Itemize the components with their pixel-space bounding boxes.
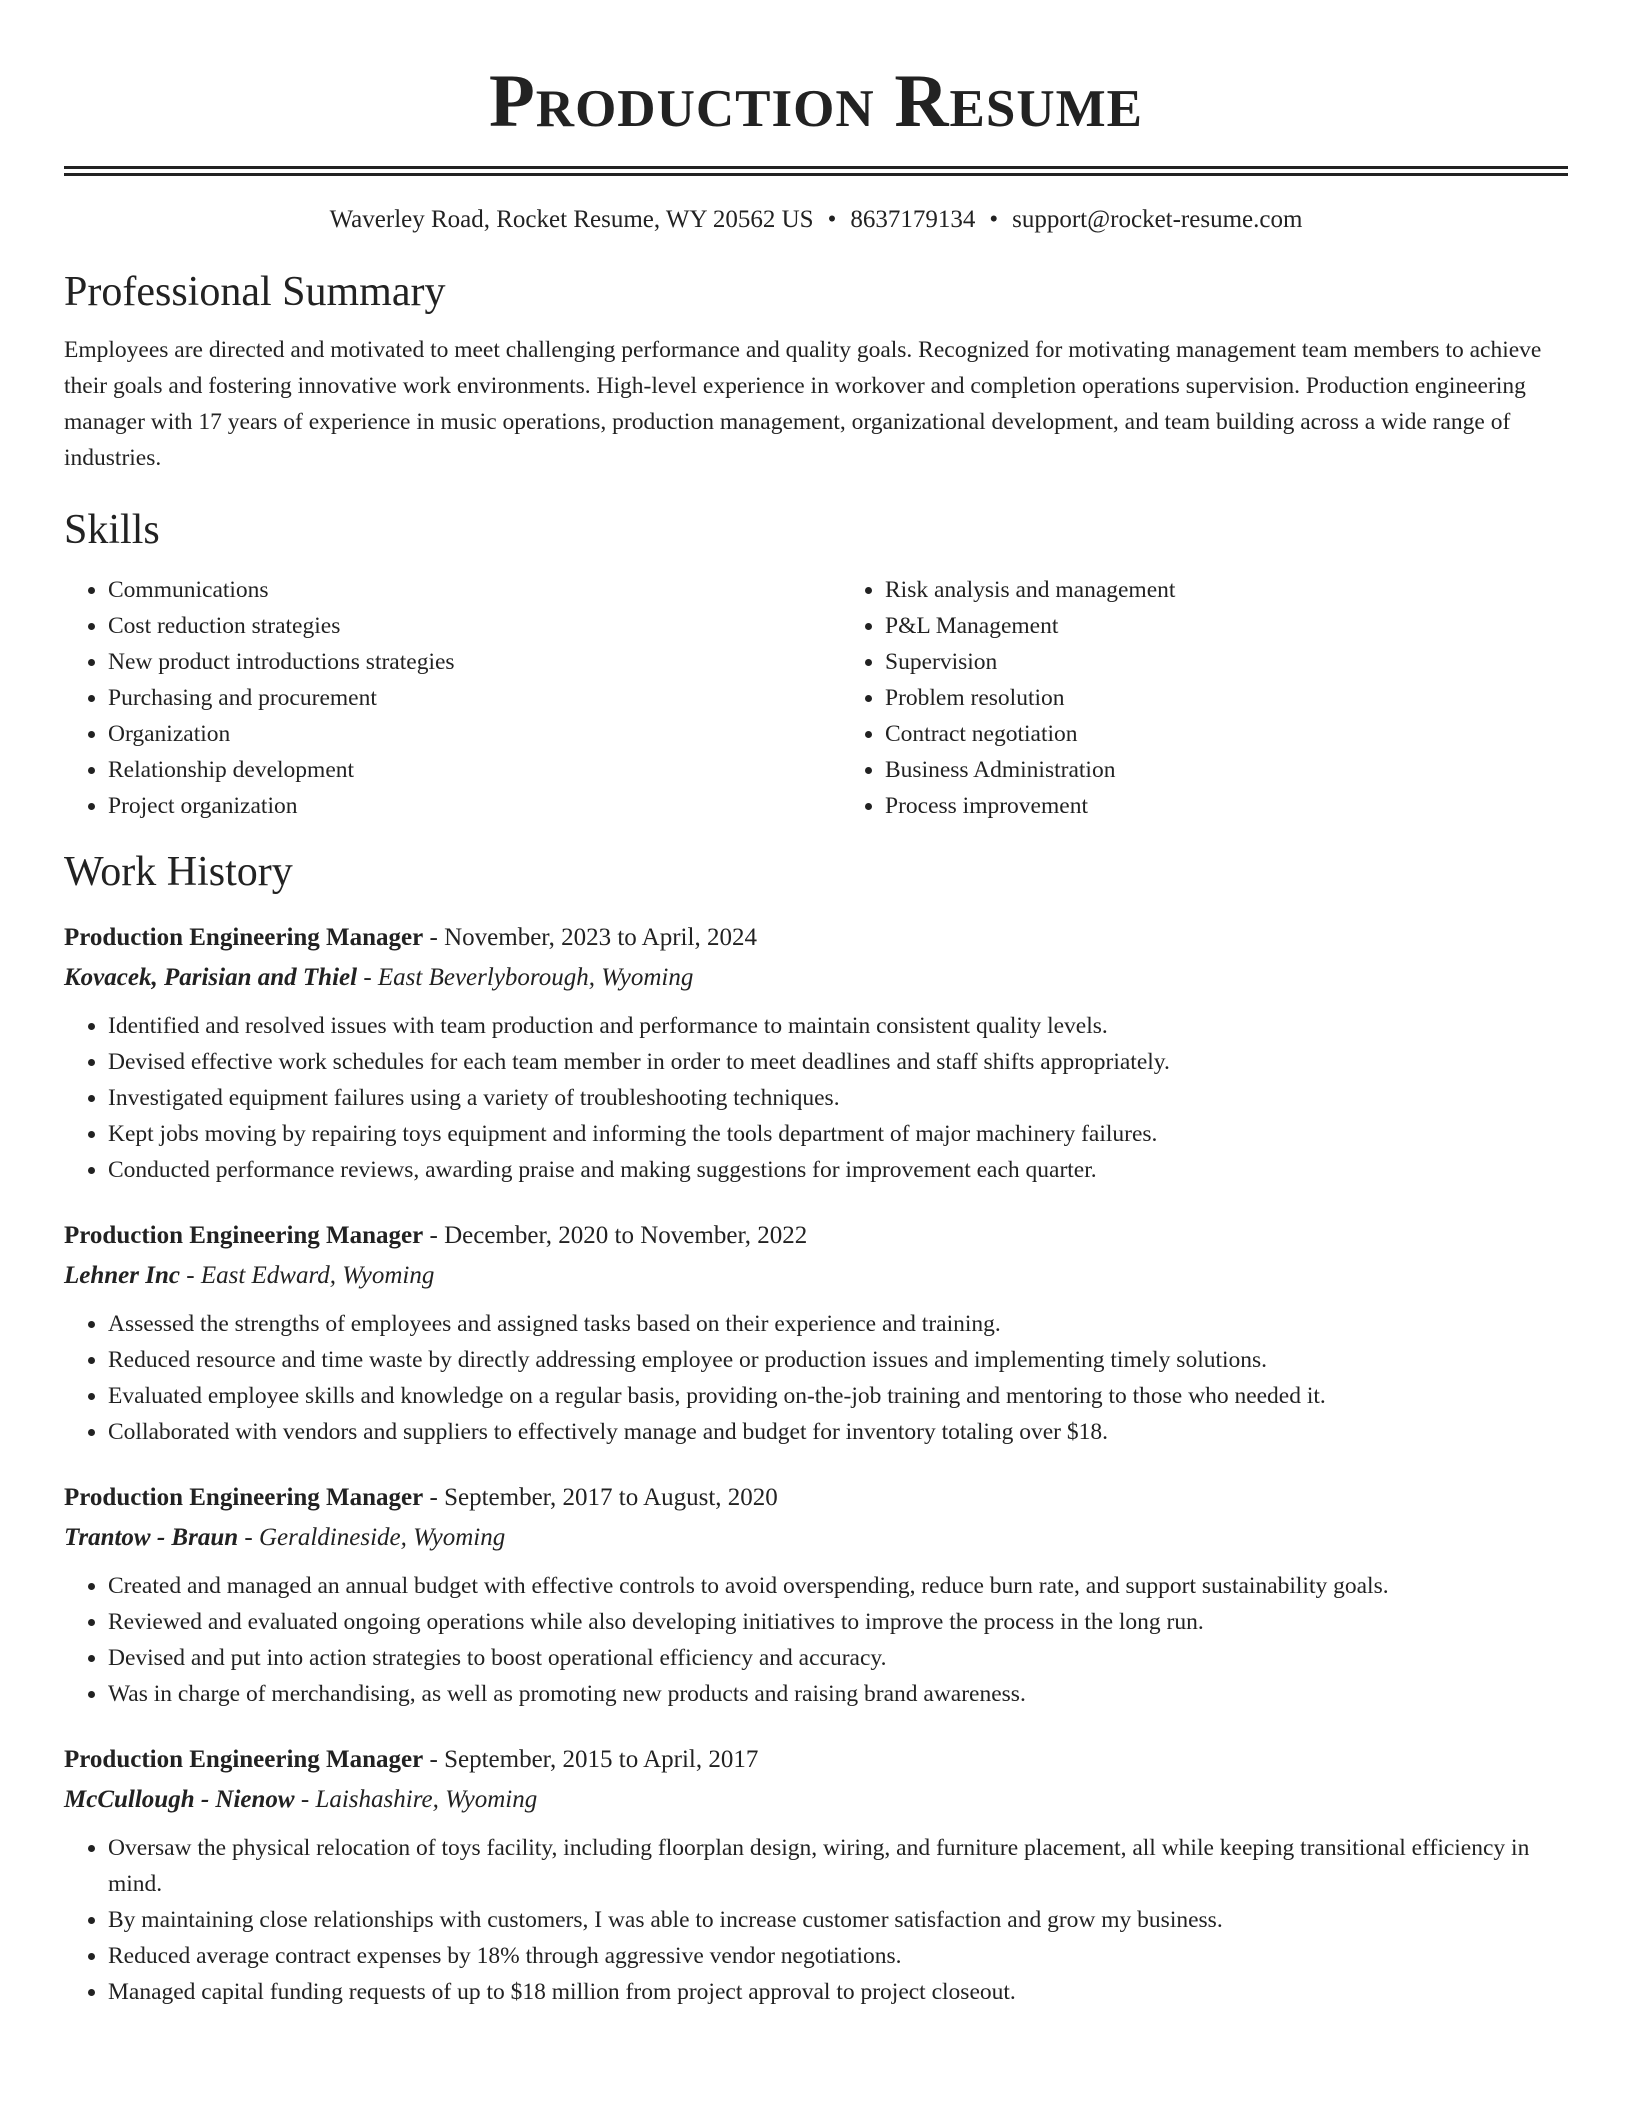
company-name: Lehner Inc [64,1262,180,1289]
duty-item: • Created and managed an annual budget with effective controls to avoid overspending, reduce burn rate, and support sustainability goals. [108,1568,1568,1604]
job-entry [64,1218,1568,1450]
duty-item: • Collaborated with vendors and suppliers to effectively manage and budget for inventory totaling over $18. [108,1414,1568,1450]
job-dates: September, 2017 to August, 2020 [444,1484,778,1511]
contact-separator: • [989,206,999,233]
job-title: Production Engineering Manager [64,1222,424,1249]
summary-heading: Professional Summary [64,269,446,315]
skill-item: • Organization [108,716,808,752]
contact-phone: 8637179134 [850,206,976,233]
dash-separator: - [179,1262,201,1289]
job-dates: November, 2023 to April, 2024 [444,924,757,951]
skill-item: • Contract negotiation [885,716,1175,752]
dash-separator: - [423,924,445,951]
duty-item: • Conducted performance reviews, awarding praise and making suggestions for improvement each quarter. [108,1152,1568,1188]
job-title-line [64,1742,1568,1778]
skill-item: • Communications [108,572,808,608]
job-duties [64,1568,1568,1712]
company-line [64,1520,1568,1556]
job-title-line [64,1218,1568,1254]
skills-heading: Skills [64,507,160,553]
skill-item: • Business Administration [885,752,1175,788]
dash-separator: - [423,1746,445,1773]
skill-item: • Supervision [885,644,1175,680]
dash-separator: - [294,1786,316,1813]
duty-item: • Reviewed and evaluated ongoing operations while also developing initiatives to improve the process in the long run. [108,1604,1568,1640]
contact-line [64,204,1568,236]
duty-item: • Reduced average contract expenses by 18% through aggressive vendor negotiations. [108,1938,1568,1974]
duty-item: • Devised effective work schedules for each team member in order to meet deadlines and staff shifts appropriately. [108,1044,1568,1080]
contact-address: Waverley Road, Rocket Resume, WY 20562 US [329,206,814,233]
duty-item: • Investigated equipment failures using a variety of troubleshooting techniques. [108,1080,1568,1116]
job-title: Production Engineering Manager [64,1746,424,1773]
duty-item: • Reduced resource and time waste by directly addressing employee or production issues and implementing timely solutions. [108,1342,1568,1378]
dash-separator: - [357,964,378,991]
job-title-line [64,1480,1568,1516]
contact-separator: • [827,206,837,233]
duty-item: • Devised and put into action strategies to boost operational efficiency and accuracy. [108,1640,1568,1676]
contact-email: support@rocket-resume.com [1012,206,1303,233]
job-dates: September, 2015 to April, 2017 [444,1746,759,1773]
dash-separator: - [423,1222,445,1249]
company-name: McCullough - Nienow [64,1786,295,1813]
skill-item: • P&L Management [885,608,1175,644]
duty-item: • Assessed the strengths of employees and assigned tasks based on their experience and training. [108,1306,1568,1342]
job-location: Geraldineside, Wyoming [258,1524,506,1551]
job-title-line [64,920,1568,956]
job-duties [64,1306,1568,1450]
job-location: Laishashire, Wyoming [315,1786,538,1813]
company-line [64,1782,1568,1818]
dash-separator: - [423,1484,445,1511]
job-title: Production Engineering Manager [64,1484,424,1511]
job-dates: December, 2020 to November, 2022 [444,1222,808,1249]
title-double-rule [64,166,1568,176]
dash-separator: - [238,1524,259,1551]
job-entry [64,920,1568,1188]
company-name: Kovacek, Parisian and Thiel [64,964,358,991]
job-location: East Beverlyborough, Wyoming [377,964,694,991]
duty-item: • Identified and resolved issues with team production and performance to maintain consistent quality levels. [108,1008,1568,1044]
duty-item: • Evaluated employee skills and knowledge on a regular basis, providing on-the-job training and mentoring to those who needed it. [108,1378,1568,1414]
duty-item: • By maintaining close relationships with customers, I was able to increase customer satisfaction and grow my business. [108,1902,1568,1938]
duty-item: • Managed capital funding requests of up to $18 million from project approval to project closeout. [108,1974,1568,2010]
skill-item: • Cost reduction strategies [108,608,808,644]
company-line [64,1258,1568,1294]
job-location: East Edward, Wyoming [200,1262,435,1289]
work-history-heading: Work History [64,849,293,895]
skill-item: • Purchasing and procurement [108,680,808,716]
skill-item: • Problem resolution [885,680,1175,716]
company-line [64,960,1568,996]
job-duties [64,1008,1568,1188]
job-title: Production Engineering Manager [64,924,424,951]
skill-item: • Relationship development [108,752,808,788]
page-title: Production Resume [488,60,1143,143]
company-name: Trantow - Braun [64,1524,239,1551]
duty-item: • Oversaw the physical relocation of toys facility, including floorplan design, wiring, and furniture placement, all while keeping transitional efficiency in mind. [108,1830,1568,1902]
skills-column-right [808,572,1175,824]
skills-list [64,572,1568,824]
duty-item: • Kept jobs moving by repairing toys equipment and informing the tools department of major machinery failures. [108,1116,1568,1152]
skills-column-left [64,572,808,824]
skill-item: • Process improvement [885,788,1175,824]
duty-item: • Was in charge of merchandising, as well as promoting new products and raising brand awareness. [108,1676,1568,1712]
job-duties [64,1830,1568,2010]
skill-item: • Project organization [108,788,808,824]
summary-text: Employees are directed and motivated to meet challenging performance and quality goals. Recognized for motivating management team members to achieve their goals and fostering innovative work environments. High-level experience in workover and completion operations supervision. Production engineering manager with 17 years of experience in music operations, production management, organizational development, and team building across a wide range of industries. [64,337,1542,471]
job-entry [64,1742,1568,2010]
skill-item: • New product introductions strategies [108,644,808,680]
skill-item: • Risk analysis and management [885,572,1175,608]
job-entry [64,1480,1568,1712]
